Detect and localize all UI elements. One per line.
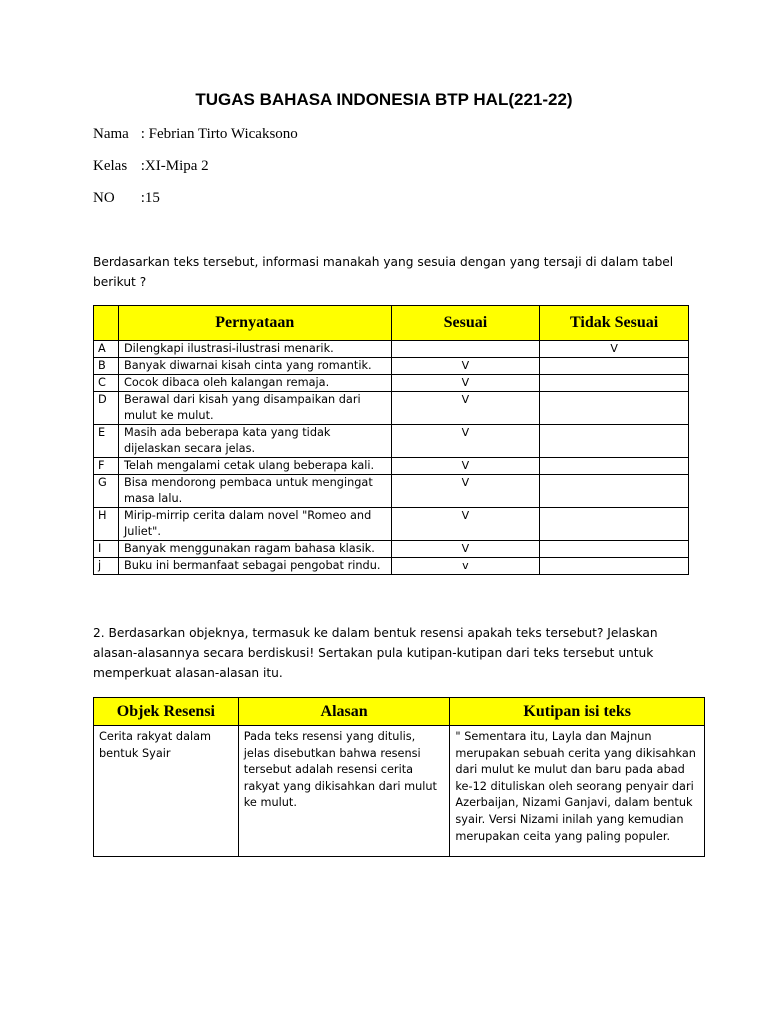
header-objek-resensi: Objek Resensi [94, 698, 239, 726]
page-title: TUGAS BAHASA INDONESIA BTP HAL(221-22) [195, 90, 573, 109]
identity-class-value: :XI-Mipa 2 [140, 158, 209, 174]
identity-number-label: NO [93, 190, 115, 206]
cell-alasan: Pada teks resensi yang ditulis, jelas disebutkan bahwa resensi tersebut adalah resensi cerita rakyat yang dikisahkan dari mulut ke mulut. [238, 726, 450, 857]
row-statement: Buku ini bermanfaat sebagai pengobat rindu. [118, 558, 391, 575]
row-letter: E [94, 425, 119, 458]
table-row [94, 726, 705, 857]
question-2-text: 2. Berdasarkan objeknya, termasuk ke dalam bentuk resensi apakah teks tersebut? Jelaskan alasan-alasannya secara berdiskusi! Sertakan pula kutipan-kutipan dari teks tersebut untuk memperkuat alasan-alasan itu. [93, 626, 658, 680]
row-sesuai-mark: V [391, 358, 540, 375]
table-row [94, 341, 689, 358]
row-tidak-sesuai-mark [540, 558, 689, 575]
identity-class [93, 158, 209, 175]
row-tidak-sesuai-mark [540, 358, 689, 375]
cell-objek-resensi: Cerita rakyat dalam bentuk Syair [94, 726, 239, 857]
row-tidak-sesuai-mark [540, 375, 689, 392]
row-tidak-sesuai-mark [540, 475, 689, 508]
row-tidak-sesuai-mark [540, 392, 689, 425]
identity-number [93, 190, 160, 207]
row-sesuai-mark: V [391, 375, 540, 392]
row-statement: Cocok dibaca oleh kalangan remaja. [118, 375, 391, 392]
cell-kutipan: " Sementara itu, Layla dan Majnun merupakan sebuah cerita yang dikisahkan dari mulut ke mulut dan baru pada abad ke-12 dituliskan oleh seorang penyair dari Azerbaijan, Nizami Ganjavi, dalam bentuk syair. Versi Nizami inilah yang kemudian merupakan ceita yang paling populer. [450, 726, 705, 857]
review-table-header [94, 698, 705, 726]
row-sesuai-mark: v [391, 558, 540, 575]
header-statement: Pernyataan [118, 306, 391, 341]
table-row [94, 458, 689, 475]
row-letter: j [94, 558, 119, 575]
row-sesuai-mark: V [391, 392, 540, 425]
table-row [94, 392, 689, 425]
header-sesuai: Sesuai [391, 306, 540, 341]
row-letter: H [94, 508, 119, 541]
row-sesuai-mark: V [391, 425, 540, 458]
table-row [94, 375, 689, 392]
table-row [94, 541, 689, 558]
table-row [94, 508, 689, 541]
row-sesuai-mark: V [391, 541, 540, 558]
row-letter: B [94, 358, 119, 375]
row-statement: Bisa mendorong pembaca untuk mengingat masa lalu. [118, 475, 391, 508]
identity-name-value: : Febrian Tirto Wicaksono [140, 126, 298, 142]
row-statement: Telah mengalami cetak ulang beberapa kali. [118, 458, 391, 475]
row-tidak-sesuai-mark [540, 541, 689, 558]
header-alasan: Alasan [238, 698, 450, 726]
statement-table [93, 305, 689, 575]
statement-table-header [94, 306, 689, 341]
row-tidak-sesuai-mark [540, 508, 689, 541]
header-tidak-sesuai: Tidak Sesuai [540, 306, 689, 341]
row-statement: Dilengkapi ilustrasi-ilustrasi menarik. [118, 341, 391, 358]
row-statement: Banyak menggunakan ragam bahasa klasik. [118, 541, 391, 558]
row-letter: D [94, 392, 119, 425]
header-blank [94, 306, 119, 341]
row-tidak-sesuai-mark: V [540, 341, 689, 358]
row-sesuai-mark: V [391, 458, 540, 475]
header-kutipan: Kutipan isi teks [450, 698, 705, 726]
identity-name-label: Nama [93, 126, 129, 142]
table-row [94, 475, 689, 508]
row-sesuai-mark [391, 341, 540, 358]
table-row [94, 558, 689, 575]
review-table [93, 697, 705, 857]
row-letter: F [94, 458, 119, 475]
identity-number-value: :15 [140, 190, 160, 206]
row-letter: C [94, 375, 119, 392]
row-statement: Masih ada beberapa kata yang tidak dijelaskan secara jelas. [118, 425, 391, 458]
row-sesuai-mark: V [391, 508, 540, 541]
row-letter: G [94, 475, 119, 508]
identity-name [93, 126, 298, 143]
row-statement: Berawal dari kisah yang disampaikan dari mulut ke mulut. [118, 392, 391, 425]
row-statement: Banyak diwarnai kisah cinta yang romantik. [118, 358, 391, 375]
row-letter: A [94, 341, 119, 358]
row-letter: I [94, 541, 119, 558]
table-row [94, 425, 689, 458]
identity-class-label: Kelas [93, 158, 128, 174]
row-tidak-sesuai-mark [540, 458, 689, 475]
row-statement: Mirip-mirrip cerita dalam novel "Romeo and Juliet". [118, 508, 391, 541]
row-sesuai-mark: V [391, 475, 540, 508]
row-tidak-sesuai-mark [540, 425, 689, 458]
question-1-text: Berdasarkan teks tersebut, informasi manakah yang sesuia dengan yang tersaji di dalam tabel berikut ? [93, 255, 674, 289]
table-row [94, 358, 689, 375]
